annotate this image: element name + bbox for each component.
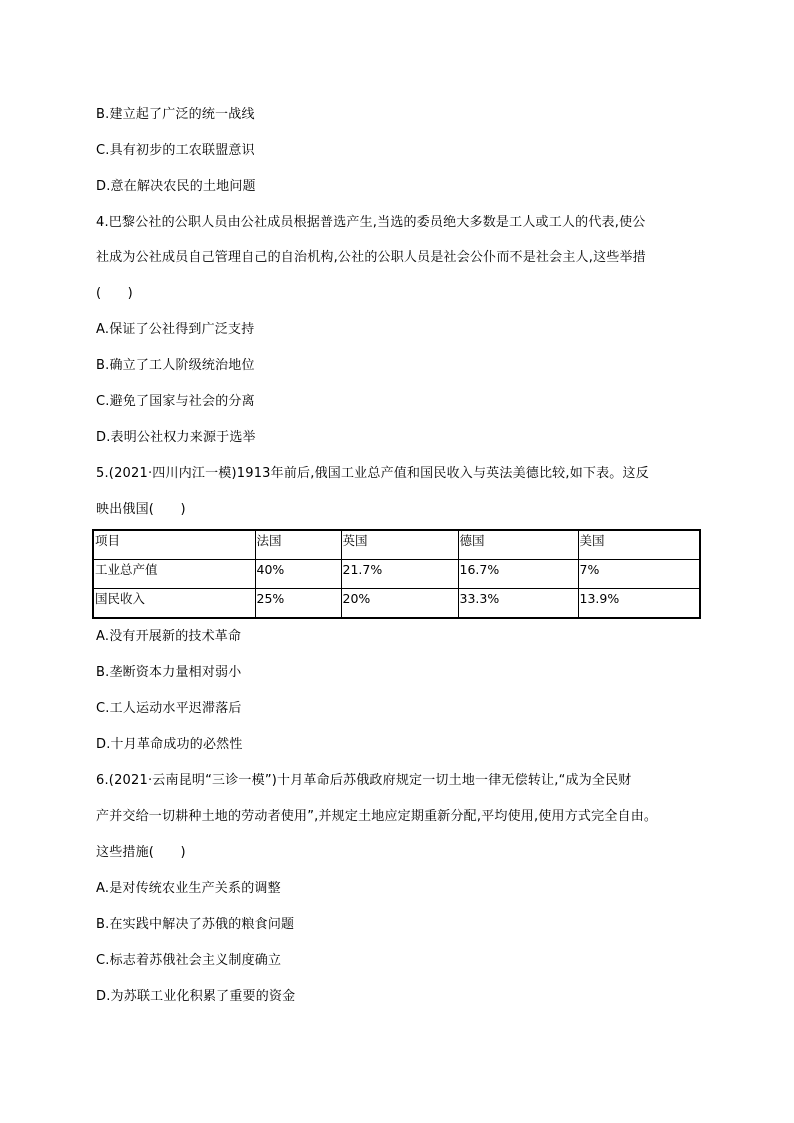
- q4-option-b: B.确立了工人阶级统治地位: [96, 358, 255, 373]
- table-cell: 40%: [255, 560, 341, 589]
- table-header-cell: 英国: [341, 530, 458, 560]
- q6-option-d: D.为苏联工业化积累了重要的资金: [96, 989, 296, 1004]
- q6-stem-line-3: 这些措施( ): [96, 845, 186, 860]
- q6-stem-line-2: 产并交给一切耕种土地的劳动者使用”,并规定土地应定期重新分配,平均使用,使用方式完全自由。: [96, 809, 658, 824]
- q4-stem-line-3: ( ): [96, 286, 133, 301]
- table-header-cell: 德国: [458, 530, 578, 560]
- q4-stem-line-2: 社成为公社成员自己管理自己的自治机构,公社的公职人员是社会公仆而不是社会主人,这些举措: [96, 250, 646, 265]
- q5-option-c: C.工人运动水平迟滞落后: [96, 701, 242, 716]
- q5-option-d: D.十月革命成功的必然性: [96, 737, 243, 752]
- table-header-cell: 美国: [578, 530, 700, 560]
- table-row: [93, 589, 700, 619]
- q6-option-a: A.是对传统农业生产关系的调整: [96, 881, 281, 896]
- table-cell: 16.7%: [458, 560, 578, 589]
- q3-option-b: B.建立起了广泛的统一战线: [96, 107, 255, 122]
- q4-option-a: A.保证了公社得到广泛支持: [96, 322, 255, 337]
- table-header-cell: 项目: [93, 530, 255, 560]
- table-cell: 25%: [255, 589, 341, 619]
- q5-stem-line-1: 5.(2021·四川内江一模)1913年前后,俄国工业总产值和国民收入与英法美德比较,如下表。这反: [96, 466, 649, 481]
- q4-option-d: D.表明公社权力来源于选举: [96, 430, 256, 445]
- q3-option-d: D.意在解决农民的土地问题: [96, 179, 256, 194]
- table-cell: 21.7%: [341, 560, 458, 589]
- table-cell: 7%: [578, 560, 700, 589]
- table-header-row: [93, 530, 700, 560]
- q4-stem-line-1: 4.巴黎公社的公职人员由公社成员根据普选产生,当选的委员绝大多数是工人或工人的代表,使公: [96, 215, 646, 230]
- q5-option-a: A.没有开展新的技术革命: [96, 629, 242, 644]
- table-cell: 20%: [341, 589, 458, 619]
- q6-stem-line-1: 6.(2021·云南昆明“三诊一模”)十月革命后苏俄政府规定一切土地一律无偿转让,“成为全民财: [96, 773, 632, 788]
- table-cell: 国民收入: [93, 589, 255, 619]
- q5-stem-line-2: 映出俄国( ): [96, 502, 186, 517]
- table-cell: 13.9%: [578, 589, 700, 619]
- q5-option-b: B.垄断资本力量相对弱小: [96, 665, 242, 680]
- table-row: [93, 560, 700, 589]
- table-cell: 工业总产值: [93, 560, 255, 589]
- q6-option-b: B.在实践中解决了苏俄的粮食问题: [96, 917, 295, 932]
- q6-option-c: C.标志着苏俄社会主义制度确立: [96, 953, 282, 968]
- table-header-cell: 法国: [255, 530, 341, 560]
- q3-option-c: C.具有初步的工农联盟意识: [96, 143, 255, 158]
- table-cell: 33.3%: [458, 589, 578, 619]
- q5-data-table: [92, 529, 701, 619]
- q4-option-c: C.避免了国家与社会的分离: [96, 394, 255, 409]
